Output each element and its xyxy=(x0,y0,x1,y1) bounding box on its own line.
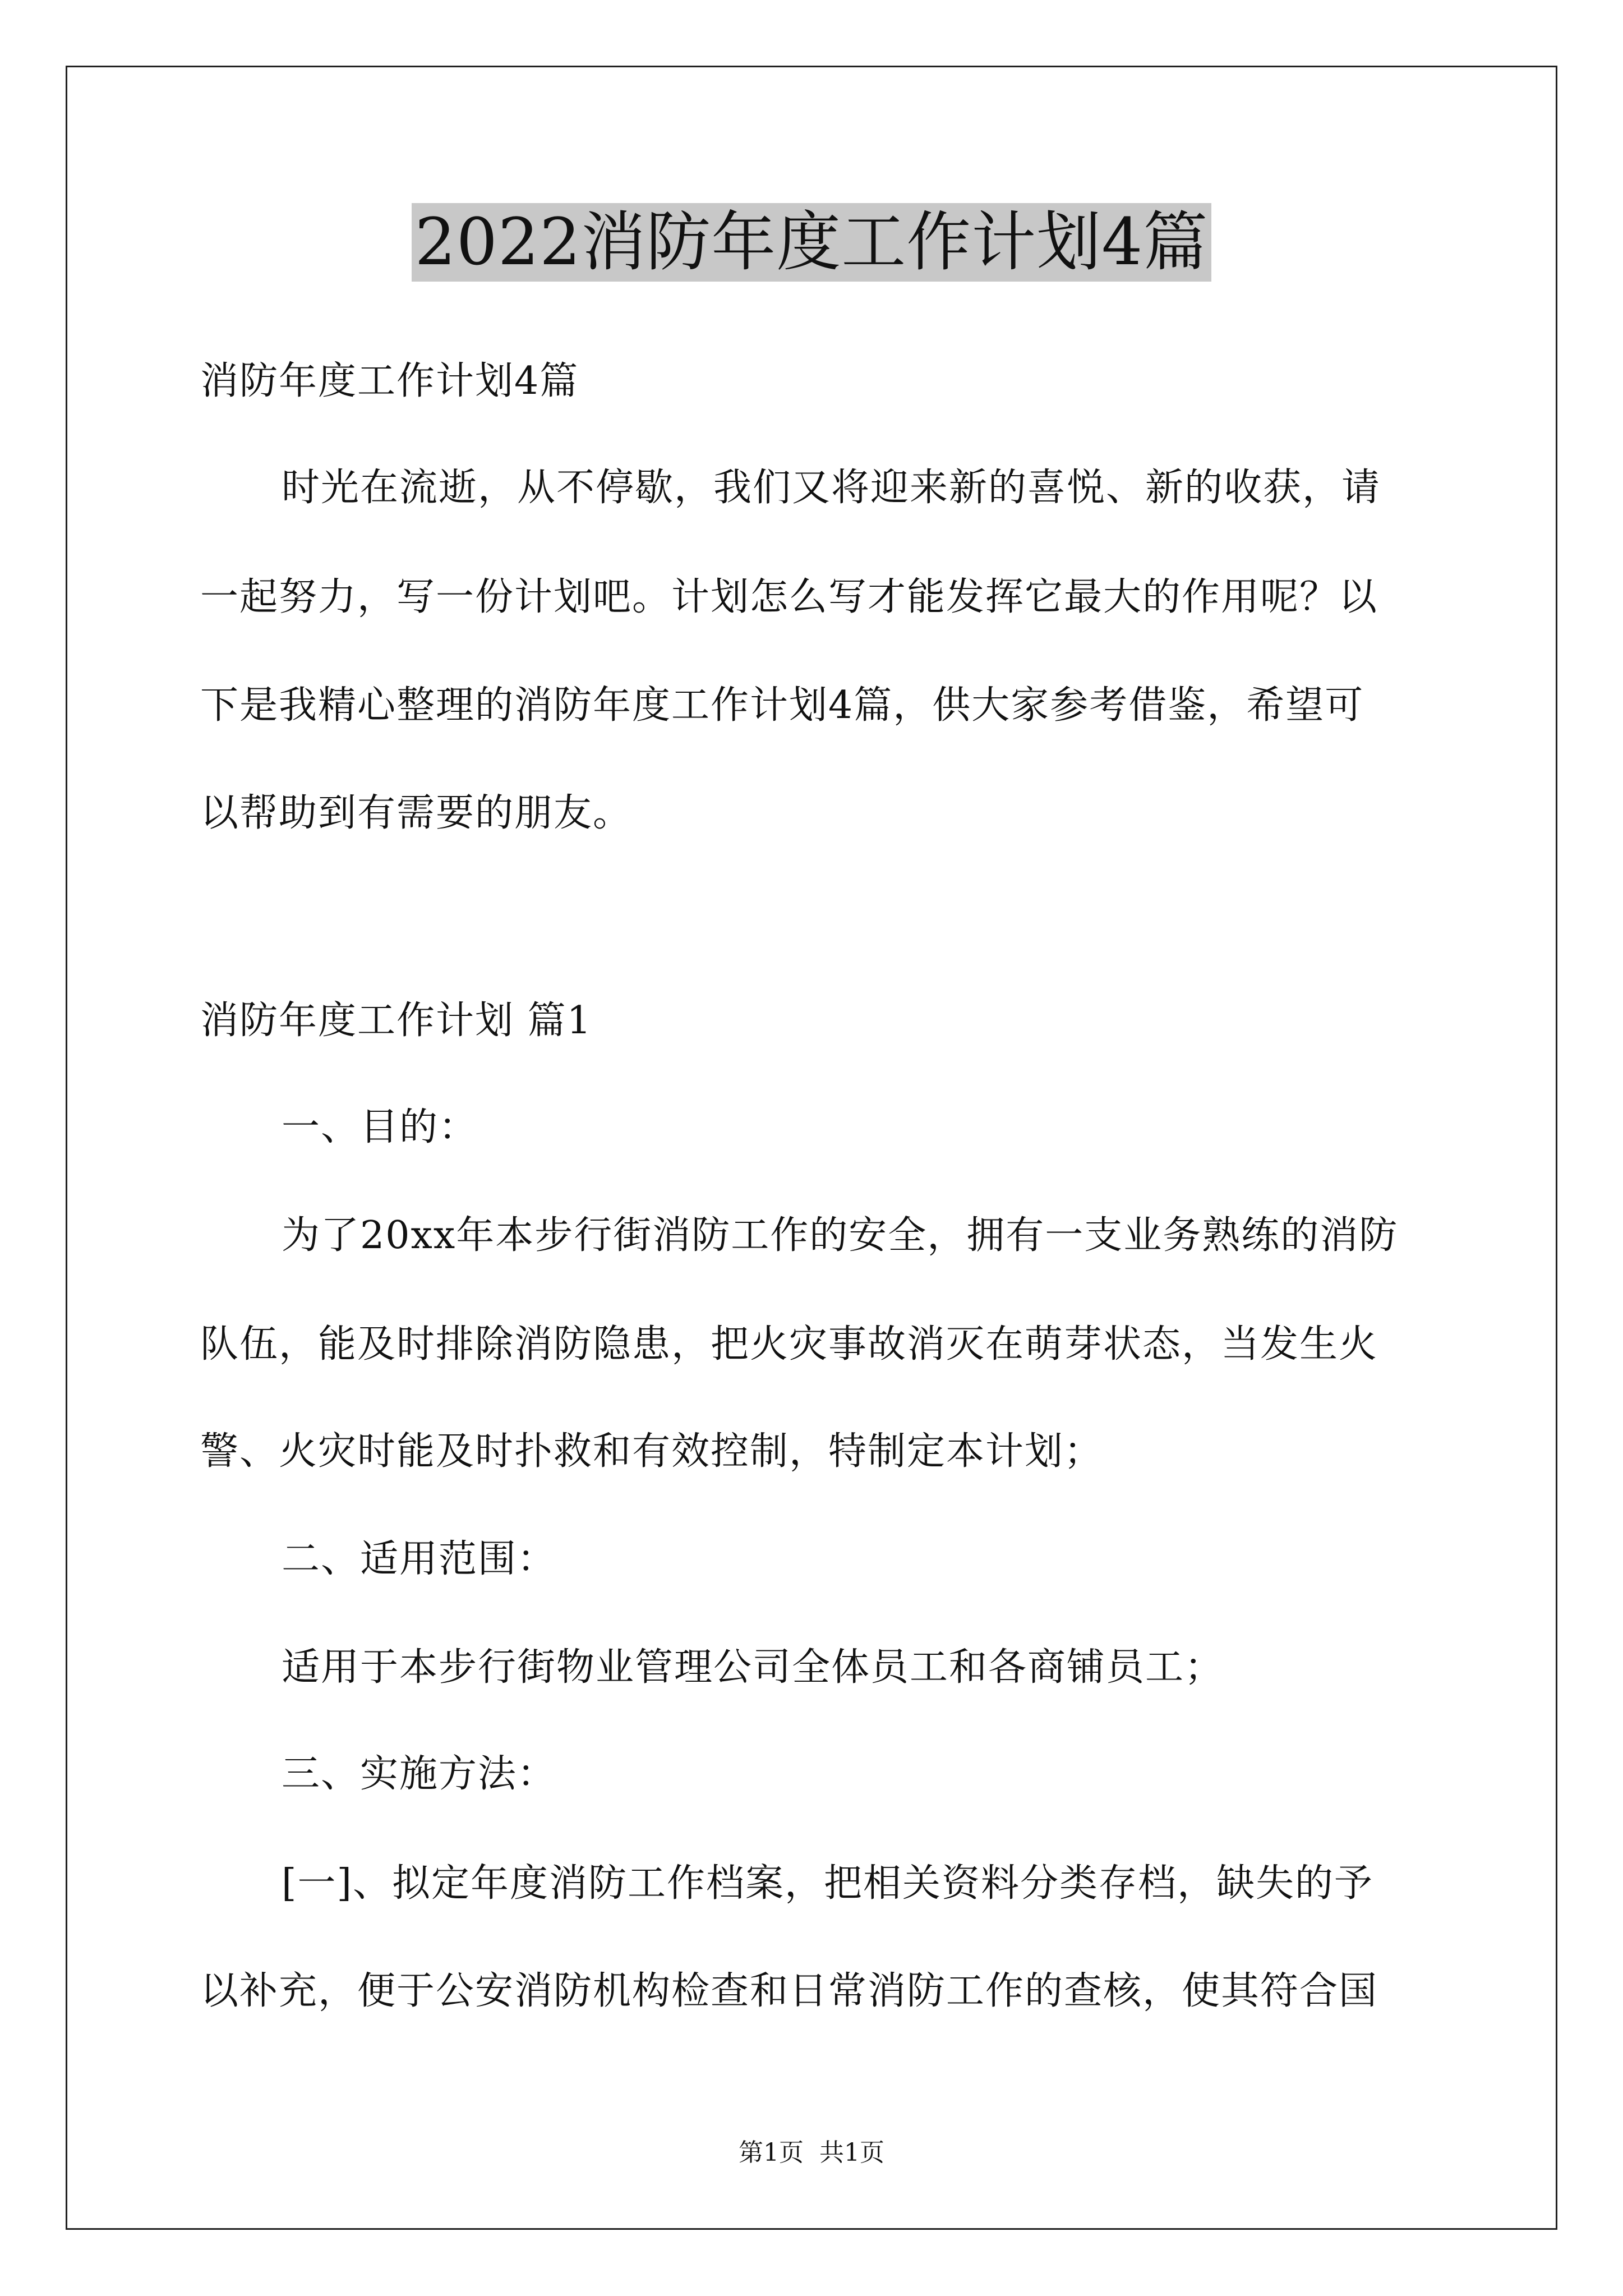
intro-line-2: 一起努力，写一份计划吧。计划怎么写才能发挥它最大的作用呢？以 xyxy=(200,575,1378,619)
body-line-2: 为了20xx年本步行街消防工作的安全，拥有一支业务熟练的消防 xyxy=(282,1213,1399,1258)
body-line-8: [一]、拟定年度消防工作档案，把相关资料分类存档，缺失的予 xyxy=(282,1861,1374,1906)
intro-line-3: 下是我精心整理的消防年度工作计划4篇，供大家参考借鉴，希望可 xyxy=(200,683,1364,728)
body-line-9: 以补充，便于公安消防机构检查和日常消防工作的查核，使其符合国 xyxy=(200,1969,1378,2013)
page-total: 共1页 xyxy=(819,2138,884,2167)
section-heading: 消防年度工作计划 篇1 xyxy=(200,999,592,1043)
page-footer xyxy=(0,2137,1623,2169)
page-number: 第1页 xyxy=(739,2138,804,2167)
title-container xyxy=(0,203,1623,282)
document-title: 2022消防年度工作计划4篇 xyxy=(412,203,1212,282)
body-line-1: 一、目的： xyxy=(282,1105,478,1149)
body-line-3: 队伍，能及时排除消防隐患，把火灾事故消灭在萌芽状态，当发生火 xyxy=(200,1322,1378,1366)
document-subtitle: 消防年度工作计划4篇 xyxy=(200,359,579,403)
body-line-4: 警、火灾时能及时扑救和有效控制，特制定本计划； xyxy=(200,1429,1104,1474)
intro-line-1: 时光在流逝，从不停歇，我们又将迎来新的喜悦、新的收获，请 xyxy=(282,466,1381,510)
body-line-6: 适用于本步行街物业管理公司全体员工和各商铺员工； xyxy=(282,1645,1224,1690)
body-line-5: 二、适用范围： xyxy=(282,1537,557,1581)
intro-line-4: 以帮助到有需要的朋友。 xyxy=(200,791,633,835)
body-line-7: 三、实施方法： xyxy=(282,1752,557,1796)
